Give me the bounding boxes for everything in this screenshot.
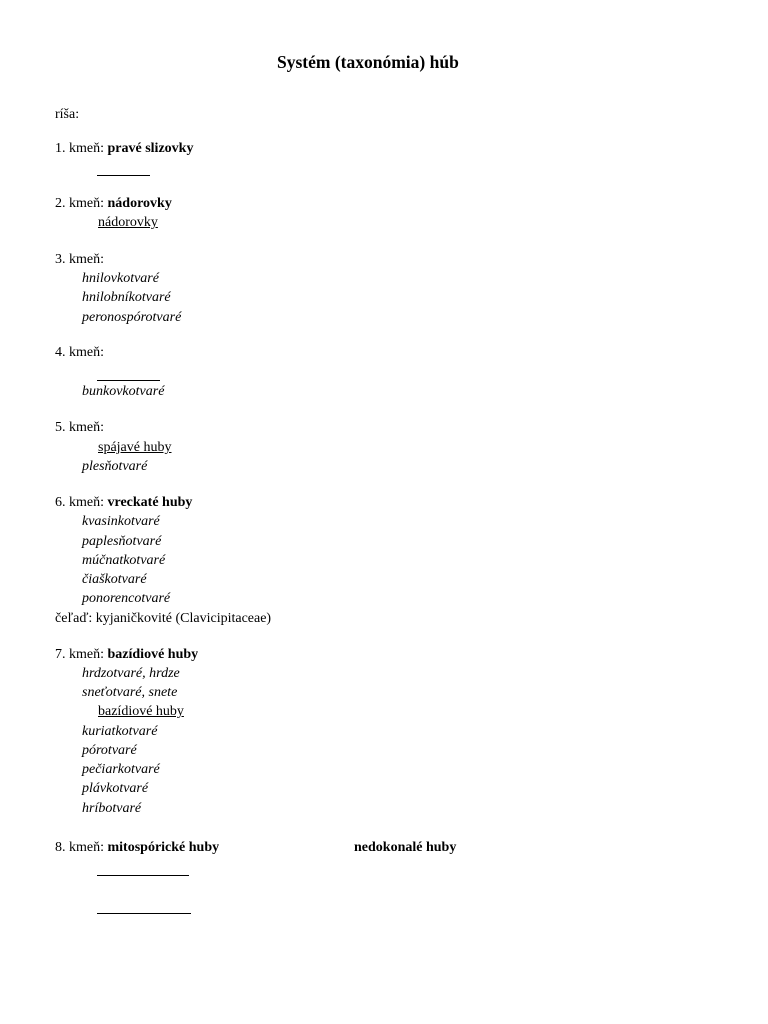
risa-label: ríša: [55,107,80,122]
kmen-3-label: 3. kmeň: [55,252,104,267]
page-title: Systém (taxonómia) húb [277,52,459,72]
blank-line [97,175,150,176]
order-item: hnilobníkotvaré [82,290,171,305]
family-label: čeľaď: [55,611,93,626]
kmen-4-label: 4. kmeň: [55,345,104,360]
order-item: čiaškotvaré [82,572,147,587]
kmen-7 [55,647,198,663]
order-item: kuriatkotvaré [82,724,158,739]
kmen-6 [55,495,192,511]
kmen-7-name: bazídiové huby [107,647,199,662]
blank-line [97,913,191,914]
order-item: pórotvaré [82,743,137,758]
kmen-1-label: 1. kmeň: [55,141,104,156]
kmen-8 [55,840,219,856]
order-item: kvasinkotvaré [82,514,160,529]
order-item: hnilovkotvaré [82,271,159,286]
order-item: hrdzotvaré, hrdze [82,666,180,681]
kmen-6-family [55,611,271,627]
kmen-1 [55,141,193,157]
kmen-2-label: 2. kmeň: [55,196,104,211]
kmen-6-label: 6. kmeň: [55,495,104,510]
blank-line [97,875,189,876]
kmen-1-name: pravé slizovky [107,141,194,156]
order-item: ponorencotvaré [82,591,171,606]
kmen-7-label: 7. kmeň: [55,647,104,662]
order-item: sneťotvaré, snete [82,685,178,700]
family-name: kyjaničkovité (Clavicipitaceae) [95,611,272,626]
kmen-5-sub: spájavé huby [98,440,172,455]
kmen-8-alt-name: nedokonalé huby [354,840,457,855]
order-item: plávkotvaré [82,781,149,796]
kmen-2-name: nádorovky [107,196,172,211]
kmen-5-label: 5. kmeň: [55,420,104,435]
order-item: plesňotvaré [82,459,148,474]
kmen-7-sub: bazídiové huby [98,704,184,719]
order-item: bunkovkotvaré [82,384,165,399]
order-item: pečiarkotvaré [82,762,160,777]
kmen-8-name: mitospórické huby [107,840,220,855]
kmen-8-label: 8. kmeň: [55,840,104,855]
order-item: hríbotvaré [82,801,142,816]
order-item: paplesňotvaré [82,534,162,549]
kmen-2 [55,196,172,212]
kmen-2-sub: nádorovky [98,215,158,230]
order-item: peronospórotvaré [82,310,182,325]
blank-line [97,380,160,381]
order-item: múčnatkotvaré [82,553,166,568]
kmen-6-name: vreckaté huby [107,495,193,510]
